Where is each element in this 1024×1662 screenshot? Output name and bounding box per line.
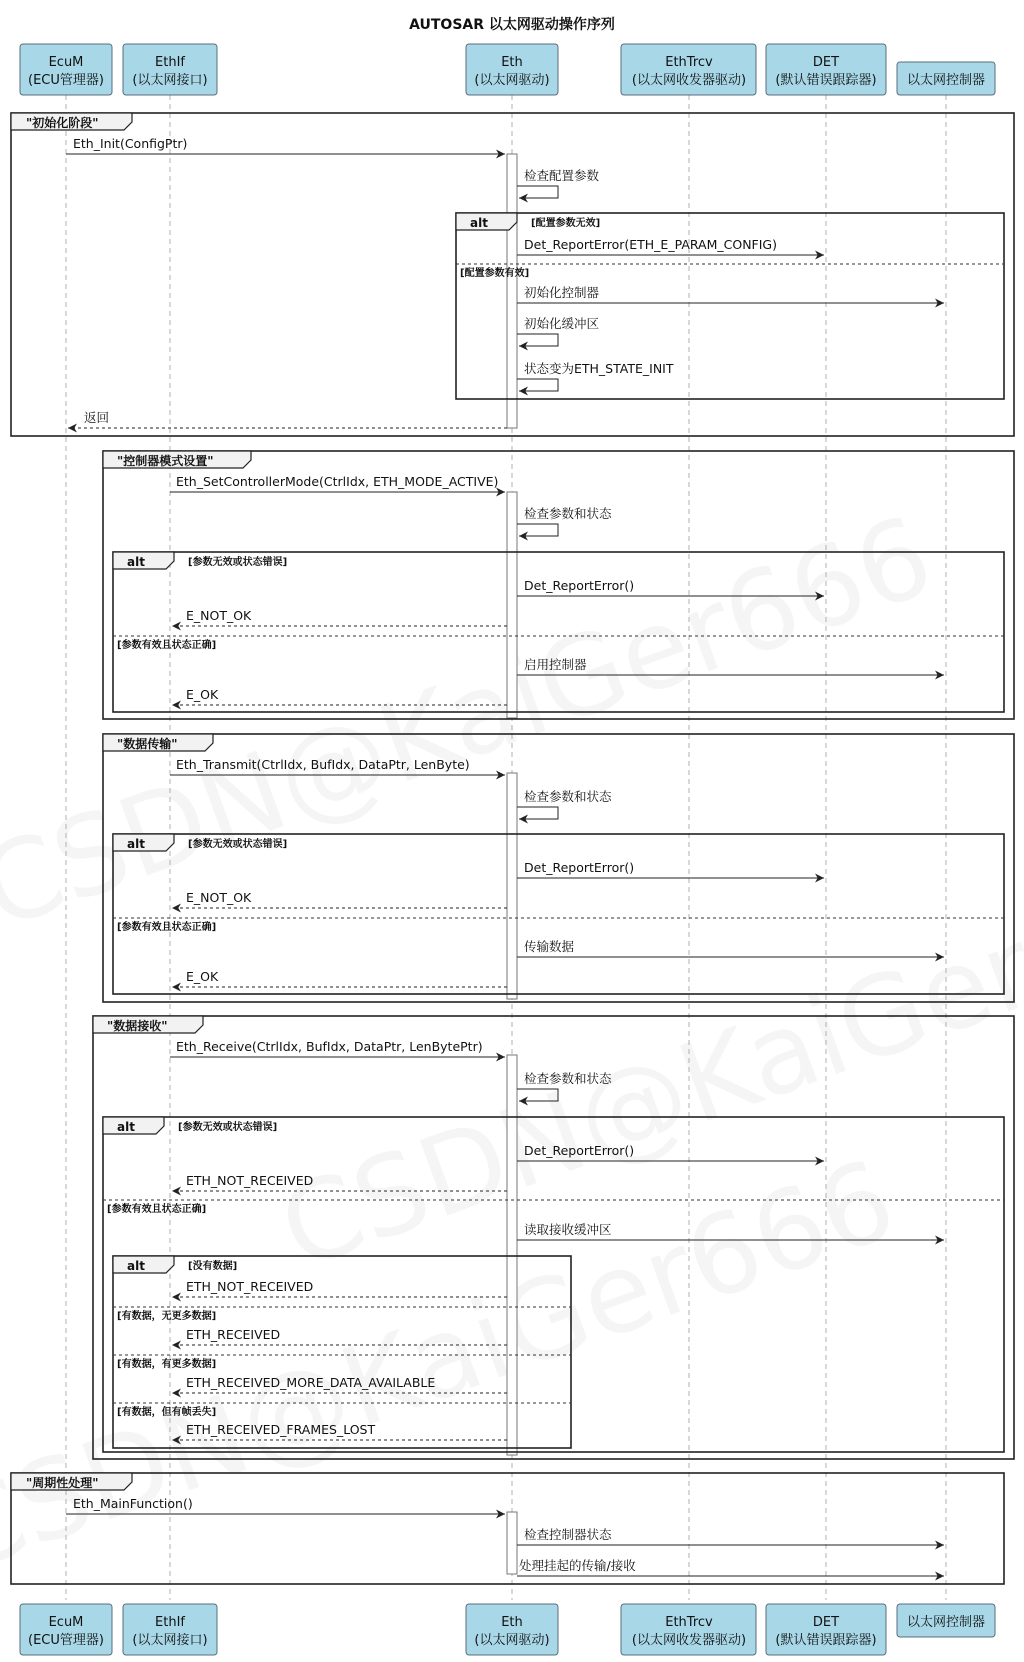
participant-desc: (以太网接口)	[132, 73, 208, 88]
guard-ok: [参数有效且状态正确]	[117, 640, 217, 651]
participant-desc: (ECU管理器)	[28, 73, 104, 88]
participant-det	[766, 44, 886, 95]
msg-eth-more: ETH_RECEIVED_MORE_DATA_AVAILABLE	[186, 1375, 436, 1390]
msg-e-not-ok: E_NOT_OK	[186, 890, 252, 905]
participant-ethtrcv-bottom	[621, 1604, 756, 1655]
msg-eth-lost: ETH_RECEIVED_FRAMES_LOST	[186, 1422, 376, 1437]
participant-eth	[466, 44, 558, 95]
alt-label: alt	[470, 216, 488, 230]
msg-check-param-state: 检查参数和状态	[524, 789, 612, 804]
guard-ok: [参数有效且状态正确]	[107, 1204, 207, 1215]
msg-det-report: Det_ReportError()	[524, 860, 635, 875]
msg-process-pending: 处理挂起的传输/接收	[519, 1558, 636, 1573]
msg-enable-ctrl: 启用控制器	[524, 657, 587, 672]
group-title: "初始化阶段"	[26, 116, 99, 130]
participant-name: EcuM	[48, 1615, 84, 1630]
guard-init-valid: [配置参数有效]	[460, 268, 530, 279]
guard-err: [参数无效或状态错误]	[188, 557, 288, 568]
group-title: "控制器模式设置"	[117, 454, 214, 468]
group-title: "周期性处理"	[26, 1476, 99, 1490]
participant-ethtrcv	[621, 44, 756, 95]
msg-init-ctrl: 初始化控制器	[524, 285, 600, 300]
activations	[507, 154, 517, 1574]
participant-eth-bottom	[466, 1604, 558, 1655]
guard-err: [参数无效或状态错误]	[188, 839, 288, 850]
guard-ok: [参数有效且状态正确]	[117, 922, 217, 933]
msg-check-param-state: 检查参数和状态	[524, 1071, 612, 1086]
activation-eth-rx	[507, 1055, 517, 1455]
msg-main-function: Eth_MainFunction()	[73, 1496, 193, 1511]
diagram-title: AUTOSAR 以太网驱动操作序列	[409, 17, 615, 33]
msg-e-not-ok: E_NOT_OK	[186, 608, 252, 623]
participant-desc: (以太网驱动)	[474, 1633, 550, 1648]
participant-name: 以太网控制器	[906, 73, 986, 88]
msg-check-config: 检查配置参数	[524, 168, 600, 183]
msg-eth-not-received: ETH_NOT_RECEIVED	[186, 1173, 314, 1188]
msg-return: 返回	[84, 410, 110, 425]
msg-receive: Eth_Receive(CtrlIdx, BufIdx, DataPtr, LenBytePtr)	[176, 1039, 483, 1054]
guard-err: [参数无效或状态错误]	[178, 1122, 278, 1133]
participant-desc: (以太网接口)	[132, 1633, 208, 1648]
participant-desc: (以太网驱动)	[474, 73, 550, 88]
alt-init	[456, 213, 1004, 399]
activation-eth-tx	[507, 773, 517, 999]
msg-eth-not-received: ETH_NOT_RECEIVED	[186, 1279, 314, 1294]
participant-ctrl-bottom	[897, 1604, 995, 1637]
msg-det-report: Det_ReportError()	[524, 578, 635, 593]
participant-desc: (以太网收发器驱动)	[631, 1633, 747, 1648]
participant-ecum-bottom	[20, 1604, 112, 1655]
msg-e-ok: E_OK	[186, 687, 219, 702]
participant-name: EcuM	[48, 55, 84, 70]
msg-transmit: Eth_Transmit(CtrlIdx, BufIdx, DataPtr, LenByte)	[176, 757, 470, 772]
group-title: "数据接收"	[107, 1019, 168, 1033]
participant-desc: (以太网收发器驱动)	[631, 73, 747, 88]
participant-name: EthIf	[155, 1615, 185, 1630]
alt-label: alt	[127, 555, 145, 569]
participants-bottom	[20, 1604, 995, 1655]
msg-det-param-config: Det_ReportError(ETH_E_PARAM_CONFIG)	[524, 237, 777, 252]
alt-label: alt	[117, 1120, 135, 1134]
guard-init-invalid: [配置参数无效]	[531, 218, 601, 229]
participant-name: Eth	[501, 55, 523, 70]
participant-name: EthTrcv	[665, 55, 713, 70]
alt-label: alt	[127, 1259, 145, 1273]
msg-state-init: 状态变为ETH_STATE_INIT	[524, 361, 674, 376]
participant-ethif	[123, 44, 217, 95]
msg-e-ok: E_OK	[186, 969, 219, 984]
participant-desc: (ECU管理器)	[28, 1633, 104, 1648]
participant-ctrl	[897, 62, 995, 95]
guard-nodata: [没有数据]	[188, 1261, 238, 1272]
participant-desc: (默认错误跟踪器)	[775, 1633, 877, 1648]
participant-name: EthTrcv	[665, 1615, 713, 1630]
msg-check-param-state: 检查参数和状态	[524, 506, 612, 521]
participant-ecum	[20, 44, 112, 95]
participant-name: EthIf	[155, 55, 185, 70]
participant-name: DET	[812, 1615, 840, 1630]
alt-label: alt	[127, 837, 145, 851]
msg-det-report: Det_ReportError()	[524, 1143, 635, 1158]
participant-name: Eth	[501, 1615, 523, 1630]
guard-data-more: [有数据，有更多数据]	[117, 1359, 217, 1370]
activation-eth-main	[507, 1512, 517, 1574]
participant-name: 以太网控制器	[906, 1615, 986, 1630]
participant-ethif-bottom	[123, 1604, 217, 1655]
activation-eth-init	[507, 154, 517, 428]
participant-name: DET	[812, 55, 840, 70]
msg-eth-received: ETH_RECEIVED	[186, 1327, 281, 1342]
activation-eth-mode	[507, 492, 517, 718]
msg-tx-data: 传输数据	[524, 939, 575, 954]
guard-data-lost: [有数据，但有帧丢失]	[117, 1407, 217, 1418]
msg-check-ctrl-state: 检查控制器状态	[524, 1527, 612, 1542]
guard-data-nomore: [有数据，无更多数据]	[117, 1311, 217, 1322]
msg-init-buf: 初始化缓冲区	[524, 316, 600, 331]
group-title: "数据传输"	[117, 737, 178, 751]
participant-det-bottom	[766, 1604, 886, 1655]
participant-desc: (默认错误跟踪器)	[775, 73, 877, 88]
msg-eth-init: Eth_Init(ConfigPtr)	[73, 136, 188, 151]
msg-set-mode: Eth_SetControllerMode(CtrlIdx, ETH_MODE_ACTIVE)	[176, 474, 499, 489]
msg-read-buf: 读取接收缓冲区	[524, 1222, 612, 1237]
participants-top	[20, 44, 995, 95]
